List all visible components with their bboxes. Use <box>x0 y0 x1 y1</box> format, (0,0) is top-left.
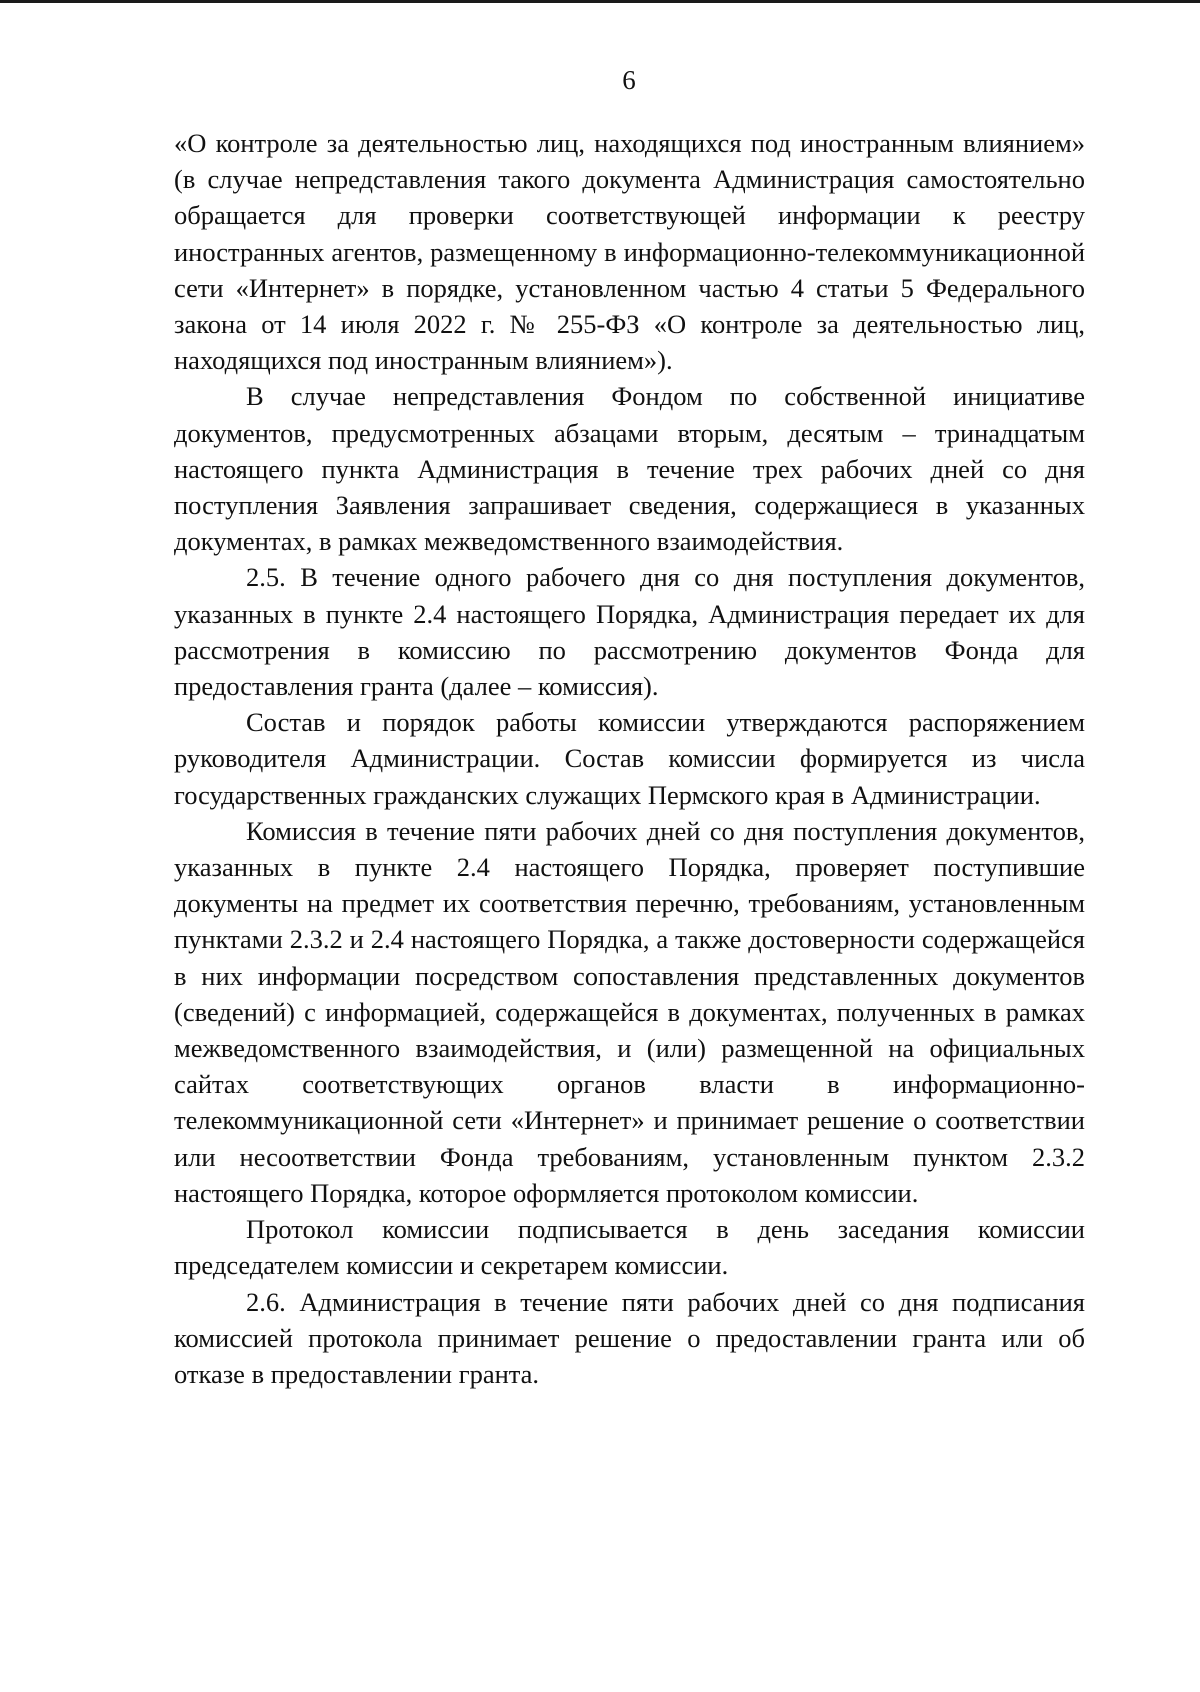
paragraph-interagency-request: В случае непредставления Фондом по собственной инициативе документов, предусмотренных абзацами вторым, десятым – тринадцатым настоящего пункта Администрация в течение трех рабочих дней со дня поступления Заявления запрашивает сведения, содержащиеся в указанных документах, в рамках межведомственного взаимодействия. <box>174 381 1085 557</box>
paragraph-protocol-signing: Протокол комиссии подписывается в день заседания комиссии председателем комиссии и секретарем комиссии. <box>174 1214 1085 1281</box>
paragraph-foreign-agents-clause: «О контроле за деятельностью лиц, находящихся под иностранным влиянием» (в случае непредставления такого документа Администрация самостоятельно обращается для проверки соответствующей информации к реестру иностранных агентов, размещенному в информационно-телекоммуникационной сети «Интернет» в порядке, установленном частью 4 статьи 5 Федерального закона от 14 июля 2022 г. № 255-ФЗ «О контроле за деятельностью лиц, находящихся под иностранным влиянием»). <box>174 128 1085 376</box>
paragraph-commission-review: Комиссия в течение пяти рабочих дней со дня поступления документов, указанных в пункте 2.4 настоящего Порядка, проверяет поступившие документы на предмет их соответствия перечню, требованиям, установленным пунктами 2.3.2 и 2.4 настоящего Порядка, а также достоверности содержащейся в них информации посредством сопоставления представленных документов (сведений) с информацией, содержащейся в документах, полученных в рамках межведомственного взаимодействия, и (или) размещенной на официальных сайтах соответствующих органов власти в информационно-телекоммуникационной сети «Интернет» и принимает решение о соответствии или несоответствии Фонда требованиям, установленным пунктом 2.3.2 настоящего Порядка, которое оформляется протоколом комиссии. <box>174 815 1085 1208</box>
paragraph-commission-composition: Состав и порядок работы комиссии утверждаются распоряжением руководителя Администрации. Состав комиссии формируется из числа государственных гражданских служащих Пермского края в Администрации. <box>174 707 1085 810</box>
document-body <box>174 125 1085 1392</box>
paragraph-2-6-decision: 2.6. Администрация в течение пяти рабочих дней со дня подписания комиссией протокола принимает решение о предоставлении гранта или об отказе в предоставлении гранта. <box>174 1286 1085 1389</box>
paragraph-2-5-transfer-to-commission: 2.5. В течение одного рабочего дня со дня поступления документов, указанных в пункте 2.4 настоящего Порядка, Администрация передает их для рассмотрения в комиссию по рассмотрению документов Фонда для предоставления гранта (далее – комиссия). <box>174 562 1085 702</box>
page-number: 6 <box>622 65 636 95</box>
